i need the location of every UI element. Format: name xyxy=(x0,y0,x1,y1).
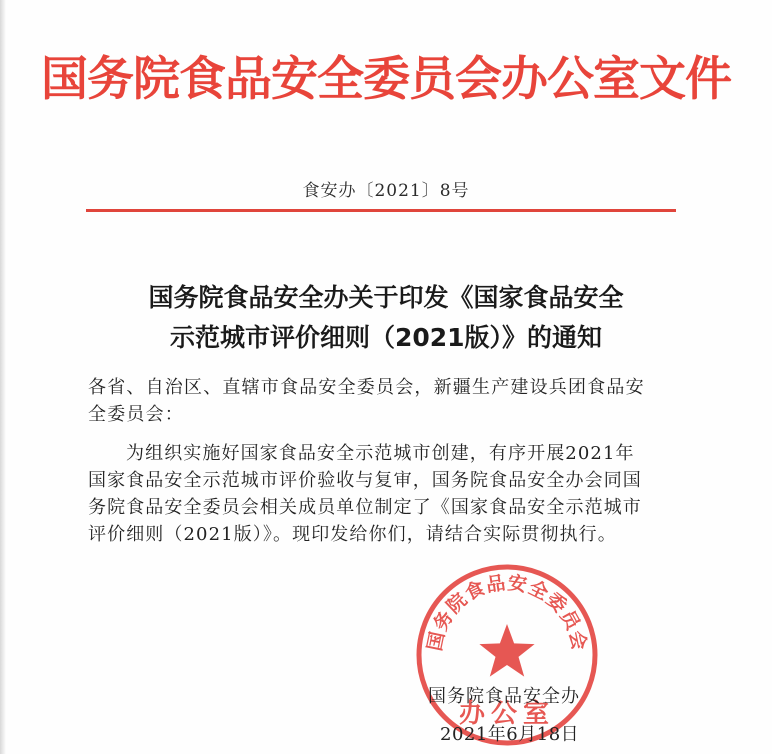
seal-arc-text: 国务院食品安全委员会 xyxy=(423,571,591,653)
notice-title-line-2: 示范城市评价细则（2021版）》的通知 xyxy=(169,323,603,352)
notice-body xyxy=(88,374,688,548)
paragraph-line-2: 国家食品安全示范城市评价验收与复审，国务院食品安全办会同国 xyxy=(88,470,642,491)
notice-title xyxy=(60,278,712,358)
paragraph-line-3: 务院食品安全委员会相关成员单位制定了《国家食品安全示范城市 xyxy=(88,497,642,518)
paragraph-line-4: 评价细则（2021版）》。现印发给你们，请结合实际贯彻执行。 xyxy=(88,524,617,545)
seal-bottom-text: 办公室 xyxy=(458,699,556,729)
document-number: 食安办〔2021〕8号 xyxy=(302,181,470,201)
notice-title-line-1: 国务院食品安全办关于印发《国家食品安全 xyxy=(148,283,624,312)
seal-star-icon xyxy=(479,624,534,677)
addressee-line-2: 全委员会： xyxy=(88,404,184,425)
masthead-title: 国务院食品安全委员会办公室文件 xyxy=(41,52,731,107)
signing-office: 国务院食品安全办 xyxy=(428,686,580,707)
addressee-line-1: 各省、自治区、直辖市食品安全委员会，新疆生产建设兵团食品安 xyxy=(88,377,645,398)
signing-date: 2021年6月18日 xyxy=(440,724,580,745)
paragraph-line-1: 为组织实施好国家食品安全示范城市创建，有序开展2021年 xyxy=(126,443,635,464)
red-divider-line xyxy=(86,209,676,212)
page-edge-shadow xyxy=(0,0,6,754)
